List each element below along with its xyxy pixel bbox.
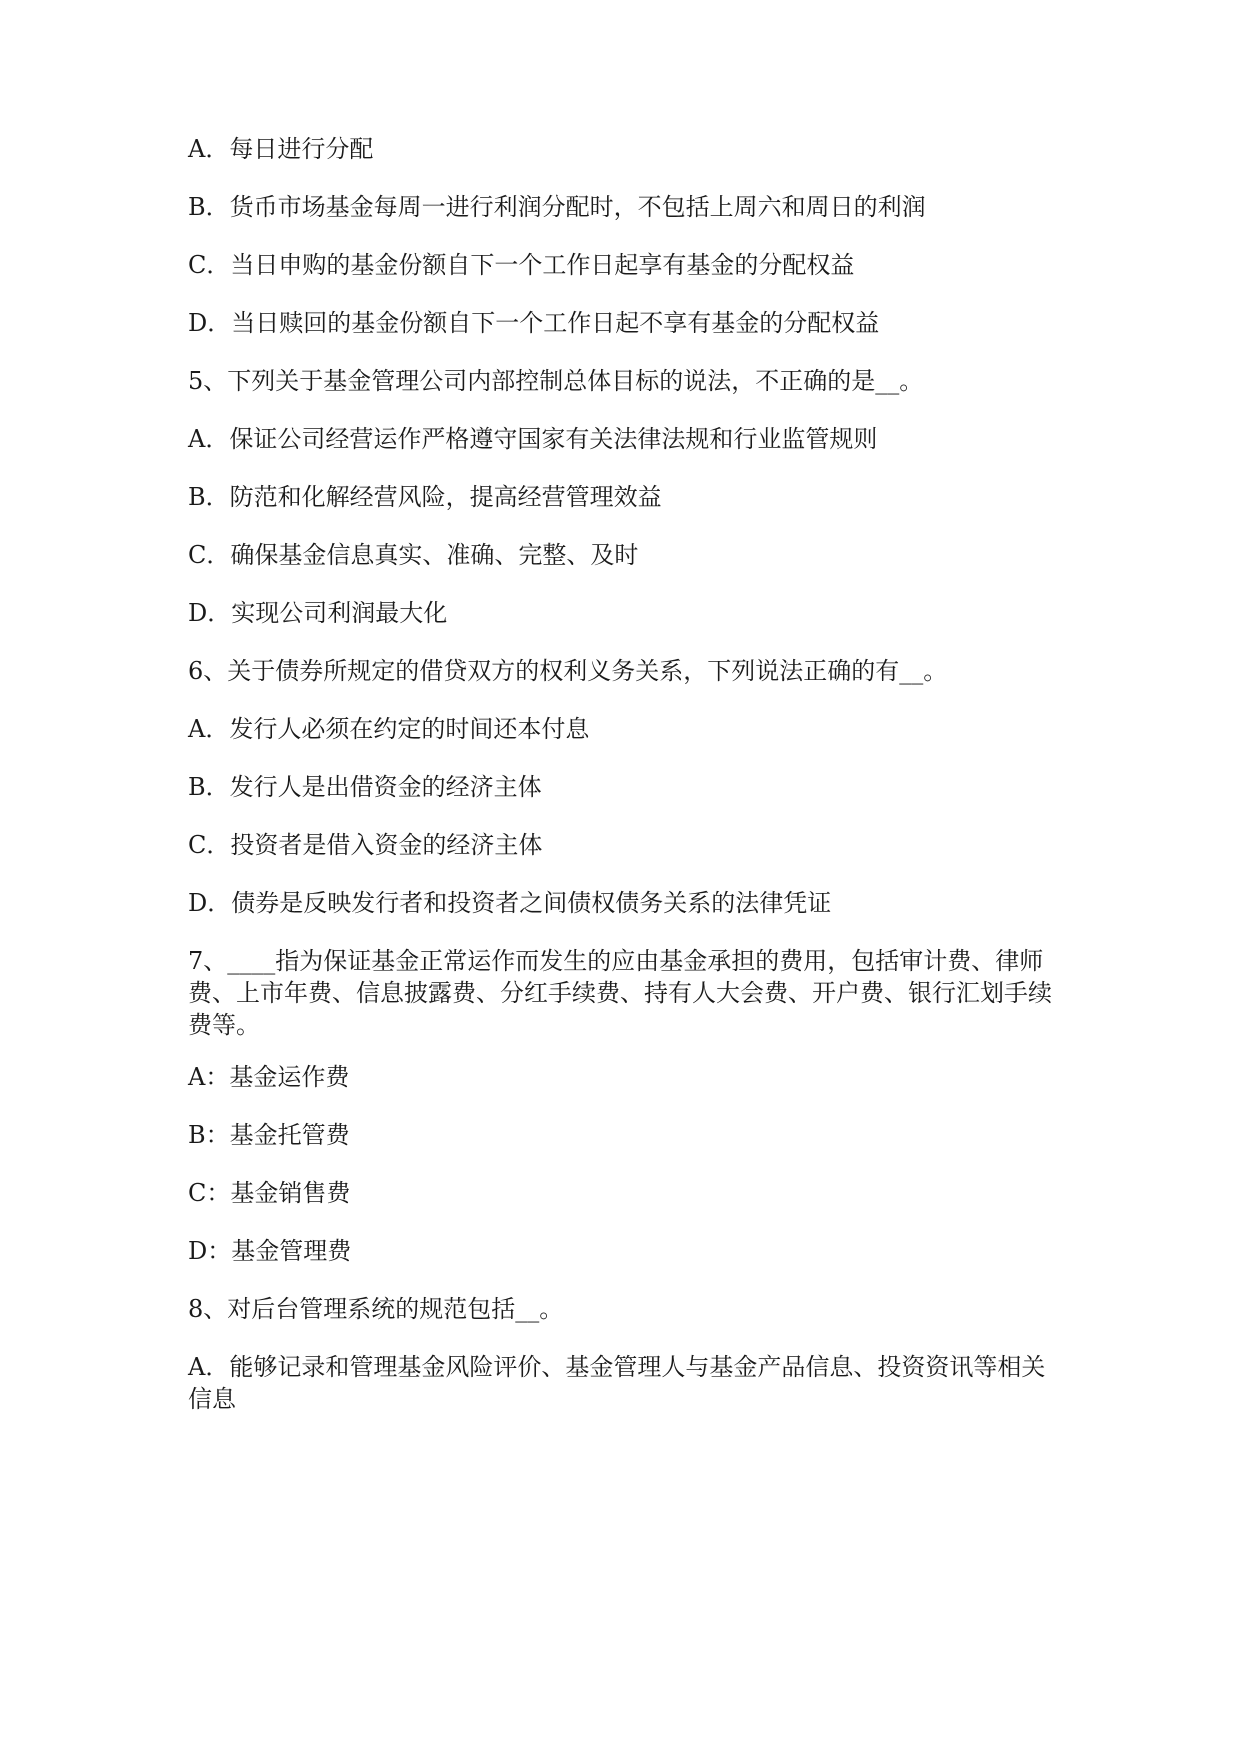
question-5: 5、下列关于基金管理公司内部控制总体目标的说法，不正确的是__。 <box>188 367 924 395</box>
option-5c: C．确保基金信息真实、准确、完整、及时 <box>188 541 639 569</box>
option-8a: A．能够记录和管理基金风险评价、基金管理人与基金产品信息、投资资讯等相关信息 <box>188 1353 1046 1413</box>
option-4d: D．当日赎回的基金份额自下一个工作日起不享有基金的分配权益 <box>188 309 880 337</box>
question-8: 8、对后台管理系统的规范包括__。 <box>188 1295 564 1323</box>
option-6b: B．发行人是出借资金的经济主体 <box>188 773 542 801</box>
option-7a: A：基金运作费 <box>188 1063 350 1091</box>
option-5b: B．防范和化解经营风险，提高经营管理效益 <box>188 483 662 511</box>
option-4c: C．当日申购的基金份额自下一个工作日起享有基金的分配权益 <box>188 251 855 279</box>
option-4a: A．每日进行分配 <box>188 135 374 163</box>
option-6c: C．投资者是借入资金的经济主体 <box>188 831 543 859</box>
option-7b: B：基金托管费 <box>188 1121 350 1149</box>
option-5a: A．保证公司经营运作严格遵守国家有关法律法规和行业监管规则 <box>188 425 878 453</box>
option-6a: A．发行人必须在约定的时间还本付息 <box>188 715 590 743</box>
option-6d: D．债券是反映发行者和投资者之间债权债务关系的法律凭证 <box>188 889 832 917</box>
option-5d: D．实现公司利润最大化 <box>188 599 448 627</box>
question-6: 6、关于债券所规定的借贷双方的权利义务关系，下列说法正确的有__。 <box>188 657 948 685</box>
option-4b: B．货币市场基金每周一进行利润分配时，不包括上周六和周日的利润 <box>188 193 926 221</box>
option-7d: D：基金管理费 <box>188 1237 352 1265</box>
option-7c: C：基金销售费 <box>188 1179 351 1207</box>
question-7: 7、____指为保证基金正常运作而发生的应由基金承担的费用，包括审计费、律师费、上市年费、信息披露费、分红手续费、持有人大会费、开户费、银行汇划手续费等。 <box>188 947 1052 1039</box>
